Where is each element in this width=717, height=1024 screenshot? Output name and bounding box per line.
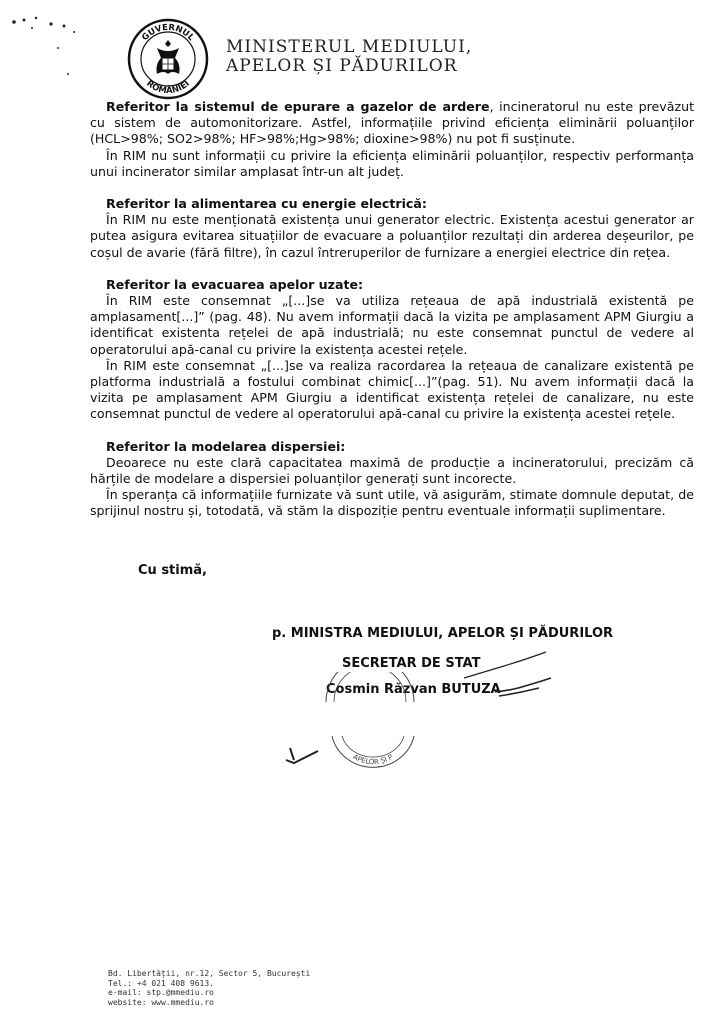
section-electric-power xyxy=(90,196,694,261)
paragraph: În RIM este consemnat „[...]se va realiza racordarea la rețeaua de canalizare existentă pe platforma industrială a fostului combinat chimic[...]”(pag. 51). Nu avem informații dacă la vizita pe amplasament APM Giurgiu a identificat existența rețelei de canalizare, nu este consemnat punctul de vedere al operatorului apă-canal cu privire la existența acestei rețele. xyxy=(90,357,694,422)
signature-on-behalf: p. MINISTRA MEDIULUI, APELOR ȘI PĂDURILOR xyxy=(272,626,614,641)
official-stamp-icon xyxy=(322,672,418,702)
section-waste-water xyxy=(90,277,694,423)
paragraph: În RIM este consemnat „[...]se va utiliza rețeaua de apă industrială existentă pe amplasament[...]” (pag. 48). Nu avem informații dacă la vizita pe amplasament APM Giurgiu a identificat existenta rețelei de apă industrială; nu este consemnat punctul de vedere al operatorului apă-canal cu privire la existența acestei rețele. xyxy=(90,293,694,357)
footer-email[interactable]: e-mail: stp.@mmediu.ro xyxy=(108,988,214,997)
inline-heading: Referitor la sistemul de epurare a gazelor de ardere xyxy=(106,99,490,114)
government-emblem-icon xyxy=(127,18,209,100)
section-dispersion-model xyxy=(90,439,694,520)
check-mark-icon xyxy=(282,742,322,766)
footer-address: Bd. Libertății, nr.12, Sector 5, București xyxy=(108,969,311,978)
section-flue-gas xyxy=(90,99,694,180)
footer-website[interactable]: website: www.mmediu.ro xyxy=(108,997,214,1007)
signature-underline-icon xyxy=(493,676,553,700)
emblem-text-bottom: ROMÂNIEI xyxy=(144,78,192,97)
footer-contact xyxy=(108,969,310,1007)
closing-salutation: Cu stimă, xyxy=(138,563,207,578)
footer-tel: Tel.: +4 021 408 9613. xyxy=(108,978,214,988)
signature-name: Cosmin Răzvan BUTUZA xyxy=(326,682,501,697)
signature-role: SECRETAR DE STAT xyxy=(342,656,481,671)
stamp-lower-text: APELOR ȘI P xyxy=(351,752,395,767)
section-heading: Referitor la modelarea dispersiei: xyxy=(106,438,346,454)
ministry-name-line1: MINISTERUL MEDIULUI, xyxy=(226,37,473,57)
letter-body xyxy=(90,99,694,536)
paragraph: În RIM nu sunt informații cu privire la eficiența eliminării poluanților, respectiv performanța unui incinerator similar amplasat într-un alt județ. xyxy=(90,147,694,179)
official-stamp-lower-icon xyxy=(328,736,418,776)
svg-text:APELOR ȘI P xyxy=(352,753,395,766)
paragraph: Deoarece nu este clară capacitatea maximă de producție a incineratorului, precizăm că hărțile de modelare a dispersiei poluanților generați sunt incorecte. xyxy=(90,454,694,487)
ministry-name-line2: APELOR ȘI PĂDURILOR xyxy=(226,56,458,76)
paragraph: În RIM nu este menționată existența unui generator electric. Existența acestui generator ar putea asigura evitarea situațiilor de evacuare a poluanților rezultați din arderea deșeurilor, pe coșul de avarie (fără filtre), în cazul întreruperilor de furnizare a energiei electrice din rețea. xyxy=(90,212,694,260)
ministry-name xyxy=(226,38,472,76)
paragraph: Referitor la sistemul de epurare a gazelor de ardere, incineratorul nu este prevăzut cu sistem de automonitorizare. Astfel, informațiile privind eficiența eliminării poluanților (HCL>98%; SO2>98%; HF>98%;Hg>98%; dioxine>98%) nu pot fi susținute. xyxy=(90,99,695,147)
paragraph: În speranța că informațiile furnizate vă sunt utile, vă asigurăm, stimate domnule deputat, de sprijinul nostru și, totodată, vă stăm la dispoziție pentru eventuale informații suplimentare. xyxy=(90,487,694,519)
emblem-text-top: GUVERNUL xyxy=(140,22,196,44)
scan-specks xyxy=(6,8,126,88)
section-heading: Referitor la evacuarea apelor uzate: xyxy=(106,276,364,292)
section-heading: Referitor la alimentarea cu energie electrică: xyxy=(106,196,427,212)
